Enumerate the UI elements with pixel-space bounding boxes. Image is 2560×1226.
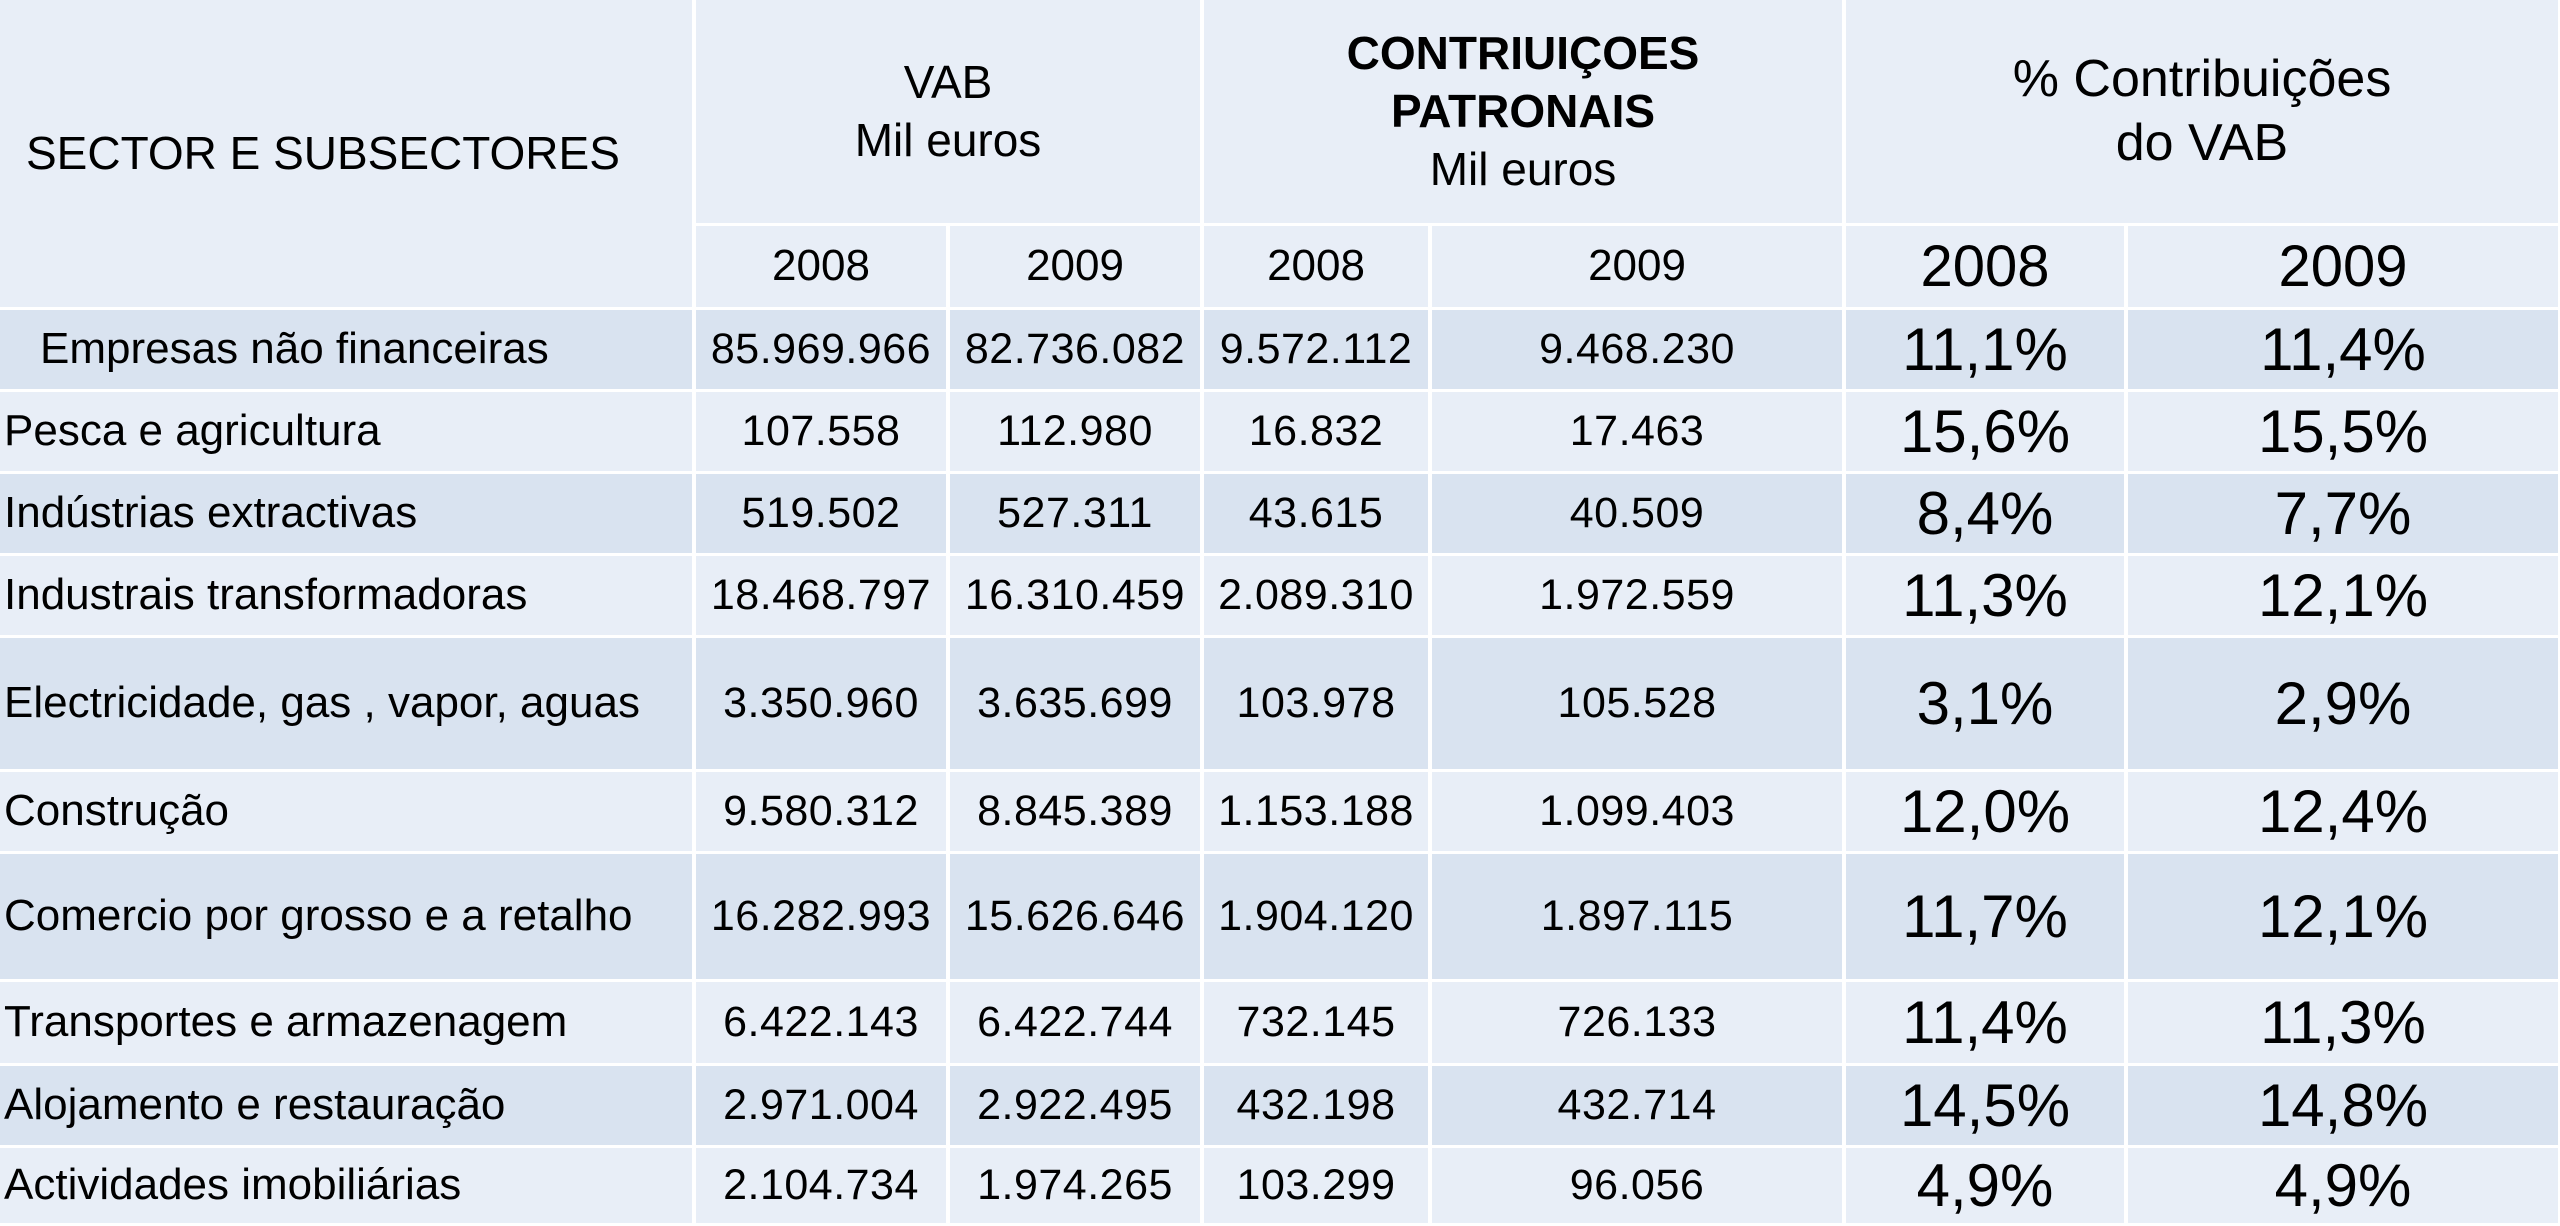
vab-2008-cell: 3.350.960 [694, 636, 948, 770]
pct-2008-cell: 11,1% [1844, 308, 2126, 390]
vab-2008-cell: 2.104.734 [694, 1146, 948, 1224]
cp-2009-cell: 1.972.559 [1430, 554, 1844, 636]
pct-2008-cell: 11,7% [1844, 852, 2126, 980]
table-row [0, 1064, 2560, 1146]
table-row [0, 390, 2560, 472]
table-row [0, 554, 2560, 636]
vab-2008-cell: 16.282.993 [694, 852, 948, 980]
vab-2009-cell: 1.974.265 [948, 1146, 1202, 1224]
pct-2008-cell: 11,4% [1844, 980, 2126, 1064]
pct-2009-cell: 2,9% [2126, 636, 2560, 770]
row-label: Comercio por grosso e a retalho [0, 852, 694, 980]
pct-2009-cell: 4,9% [2126, 1146, 2560, 1224]
vab-2008-cell: 2.971.004 [694, 1064, 948, 1146]
pct-2008-cell: 11,3% [1844, 554, 2126, 636]
cp-2008-cell: 103.299 [1202, 1146, 1430, 1224]
pct-2009-cell: 14,8% [2126, 1064, 2560, 1146]
pct-2008-cell: 3,1% [1844, 636, 2126, 770]
contrib-header-title-1: CONTRIUIÇOES [1346, 27, 1700, 80]
vab-header-title: VAB [903, 56, 993, 109]
vab-2008-cell: 6.422.143 [694, 980, 948, 1064]
vab-2009-cell: 82.736.082 [948, 308, 1202, 390]
cp-2009-cell: 9.468.230 [1430, 308, 1844, 390]
row-label: Empresas não financeiras [0, 308, 694, 390]
pct-2009-cell: 12,1% [2126, 852, 2560, 980]
cp-2008-cell: 103.978 [1202, 636, 1430, 770]
row-label: Actividades imobiliárias [0, 1146, 694, 1224]
row-label: Electricidade, gas , vapor, aguas [0, 636, 694, 770]
pct-header [1844, 0, 2560, 224]
pct-2008-cell: 8,4% [1844, 472, 2126, 554]
vab-2009-cell: 6.422.744 [948, 980, 1202, 1064]
cp-2008-cell: 732.145 [1202, 980, 1430, 1064]
table-row [0, 636, 2560, 770]
vab-2008-cell: 18.468.797 [694, 554, 948, 636]
header-row-groups [0, 0, 2560, 224]
pct-2009-cell: 12,1% [2126, 554, 2560, 636]
pct-2009-cell: 15,5% [2126, 390, 2560, 472]
table-row [0, 472, 2560, 554]
year-vab-2008: 2008 [694, 224, 948, 308]
vab-2009-cell: 15.626.646 [948, 852, 1202, 980]
cp-2008-cell: 9.572.112 [1202, 308, 1430, 390]
pct-2008-cell: 14,5% [1844, 1064, 2126, 1146]
vab-2009-cell: 16.310.459 [948, 554, 1202, 636]
vab-2008-cell: 85.969.966 [694, 308, 948, 390]
table-row [0, 1146, 2560, 1224]
contrib-header [1202, 0, 1844, 224]
cp-2009-cell: 1.897.115 [1430, 852, 1844, 980]
table-row [0, 852, 2560, 980]
row-label: Construção [0, 770, 694, 852]
cp-2008-cell: 43.615 [1202, 472, 1430, 554]
cp-2009-cell: 40.509 [1430, 472, 1844, 554]
pct-2009-cell: 11,3% [2126, 980, 2560, 1064]
pct-2009-cell: 7,7% [2126, 472, 2560, 554]
contrib-header-title-2: PATRONAIS [1390, 85, 1656, 138]
vab-header [694, 0, 1202, 224]
vab-2009-cell: 2.922.495 [948, 1064, 1202, 1146]
pct-2009-cell: 12,4% [2126, 770, 2560, 852]
vab-2008-cell: 107.558 [694, 390, 948, 472]
table-row [0, 770, 2560, 852]
vab-2008-cell: 9.580.312 [694, 770, 948, 852]
cp-2008-cell: 1.153.188 [1202, 770, 1430, 852]
table-row [0, 308, 2560, 390]
row-label: Indústrias extractivas [0, 472, 694, 554]
cp-2009-cell: 726.133 [1430, 980, 1844, 1064]
cp-2009-cell: 17.463 [1430, 390, 1844, 472]
vab-2009-cell: 8.845.389 [948, 770, 1202, 852]
year-cp-2009: 2009 [1430, 224, 1844, 308]
vab-header-unit: Mil euros [854, 114, 1042, 167]
cp-2008-cell: 1.904.120 [1202, 852, 1430, 980]
cp-2009-cell: 105.528 [1430, 636, 1844, 770]
vab-2009-cell: 112.980 [948, 390, 1202, 472]
cp-2009-cell: 1.099.403 [1430, 770, 1844, 852]
pct-2008-cell: 15,6% [1844, 390, 2126, 472]
cp-2009-cell: 96.056 [1430, 1146, 1844, 1224]
cp-2009-cell: 432.714 [1430, 1064, 1844, 1146]
cp-2008-cell: 2.089.310 [1202, 554, 1430, 636]
year-vab-2009: 2009 [948, 224, 1202, 308]
year-pct-2009: 2009 [2126, 224, 2560, 308]
vab-2008-cell: 519.502 [694, 472, 948, 554]
pct-2008-cell: 12,0% [1844, 770, 2126, 852]
row-label: Alojamento e restauração [0, 1064, 694, 1146]
cp-2008-cell: 16.832 [1202, 390, 1430, 472]
vab-2009-cell: 527.311 [948, 472, 1202, 554]
year-pct-2008: 2008 [1844, 224, 2126, 308]
year-cp-2008: 2008 [1202, 224, 1430, 308]
pct-2008-cell: 4,9% [1844, 1146, 2126, 1224]
row-label: Transportes e armazenagem [0, 980, 694, 1064]
pct-2009-cell: 11,4% [2126, 308, 2560, 390]
contrib-header-unit: Mil euros [1429, 143, 1617, 196]
vab-2009-cell: 3.635.699 [948, 636, 1202, 770]
row-label: Pesca e agricultura [0, 390, 694, 472]
pct-header-title-2: do VAB [2115, 114, 2289, 173]
pct-header-title-1: % Contribuições [2012, 50, 2392, 109]
cp-2008-cell: 432.198 [1202, 1064, 1430, 1146]
table-row [0, 980, 2560, 1064]
sector-header: SECTOR E SUBSECTORES [0, 0, 694, 308]
row-label: Industrais transformadoras [0, 554, 694, 636]
